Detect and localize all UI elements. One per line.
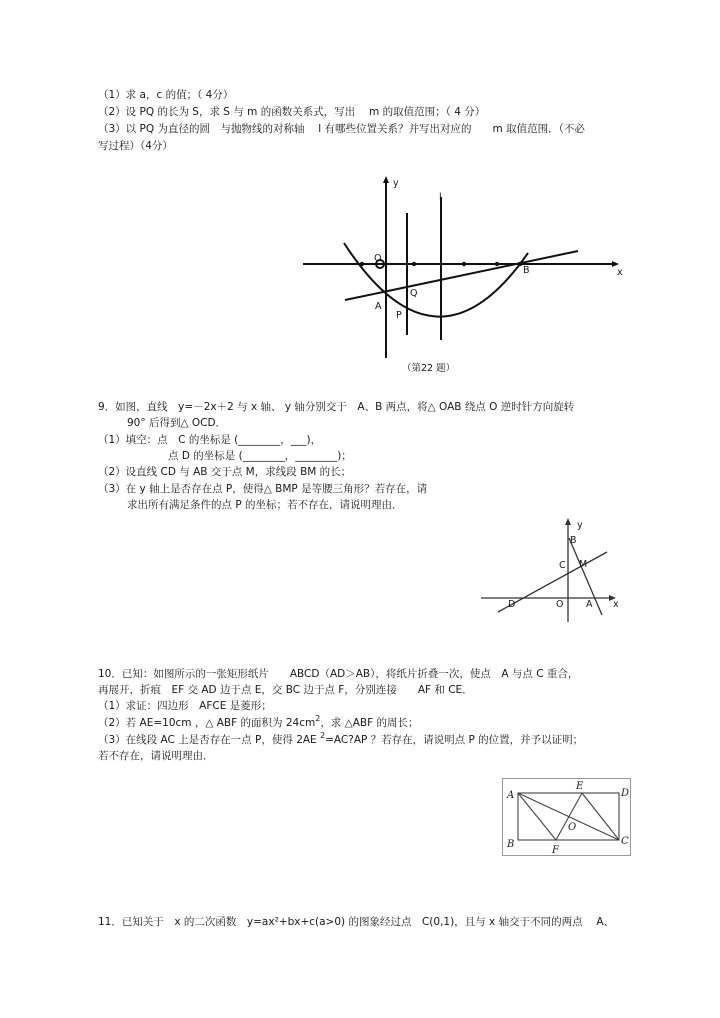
q9-part1-c: （1）填空：点 C 的坐标是 (________，___)， bbox=[98, 434, 322, 446]
fig10-label-d: D bbox=[621, 788, 630, 799]
q8-part1: （1）求 a，c 的值；（ 4分） bbox=[98, 89, 234, 101]
q9-part1-d: 点 D 的坐标是 (________，________)； bbox=[168, 450, 352, 462]
fig22-caption: （第22 题） bbox=[402, 363, 456, 374]
q8-part3: （3）以 PQ 为直径的圆 与抛物线的对称轴 l 有哪些位置关系？并写出对应的 m 取值范围．（不必 bbox=[98, 123, 585, 135]
q9-line1: 9．如图，直线 y=－2x＋2 与 x 轴、 y 轴分别交于 A、B 两点，将△ OAB 绕点 O 逆时针方向旋转 bbox=[98, 401, 575, 413]
fig10-label-e: E bbox=[576, 781, 584, 792]
fig22-label-b: B bbox=[523, 265, 530, 276]
q10-part3: （3）在线段 AC 上是否存在一点 P，使得 2AE $^2$=AC?AP ？若存在，请说明点 P 的位置，并予以证明； bbox=[98, 731, 584, 746]
fig9-label-o: O bbox=[556, 599, 564, 610]
fig9-label-y: y bbox=[577, 520, 583, 531]
q11-line1: 11．已知关于 x 的二次函数 y=ax²+bx+c(a>0) 的图象经过点 C(0,1)，且与 x 轴交于不同的两点 A、 bbox=[98, 916, 615, 928]
fig22-label-y: y bbox=[393, 178, 399, 189]
fig22-label-o: O bbox=[374, 253, 382, 264]
fig10-diagram bbox=[502, 778, 632, 856]
fig9-label-b: B bbox=[570, 535, 577, 546]
fig22-parabola bbox=[344, 243, 528, 317]
q9-part3-cont: 求出所有满足条件的点 P 的坐标；若不存在，请说明理由． bbox=[127, 499, 403, 511]
fig10-segment-ce bbox=[582, 793, 619, 840]
fig10-label-a: A bbox=[507, 790, 515, 801]
q9-part3: （3）在 y 轴上是否存在点 P，使得△ BMP 是等腰三角形？若存在，请 bbox=[98, 483, 428, 495]
fig9-label-c: C bbox=[559, 560, 566, 571]
fig22-label-x: x bbox=[617, 267, 623, 278]
q9-line2: 90° 后得到△ OCD． bbox=[127, 417, 227, 429]
q10-part2: （2）若 AE=10cm ，△ ABF 的面积为 $24cm^2$，求 △ABF 的周长； bbox=[98, 714, 419, 729]
fig22-diagram bbox=[300, 175, 630, 380]
fig9-label-m: M bbox=[579, 559, 588, 570]
q8-part3-cont: 写过程）（4分） bbox=[98, 140, 173, 152]
q10-line2: 再展开，折痕 EF 交 AD 边于点 E，交 BC 边于点 F，分别连接 AF 和 CE． bbox=[98, 684, 473, 696]
fig9-label-x: x bbox=[613, 599, 619, 610]
q10-part3-cont: 若不存在，请说明理由． bbox=[98, 750, 214, 762]
fig10-segment-af bbox=[518, 793, 556, 840]
q10-part1: （1）求证：四边形 AFCE 是菱形； bbox=[98, 700, 272, 712]
fig10-label-c: C bbox=[621, 836, 629, 847]
fig22-label-a: A bbox=[375, 301, 382, 312]
fig9-diagram bbox=[476, 512, 626, 624]
q8-part2: （2）设 PQ 的长为 S，求 S 与 m 的函数关系式，写出 m 的取值范围；（ 4 分） bbox=[98, 106, 486, 118]
fig10-label-f: F bbox=[552, 845, 559, 856]
fig22-label-l: l bbox=[439, 192, 442, 203]
fig22-label-p: P bbox=[396, 310, 402, 321]
q10-line1: 10．已知：如图所示的一张矩形纸片 ABCD（AD＞AB），将纸片折叠一次，使点 A 与点 C 重合， bbox=[98, 668, 579, 680]
fig22-label-q: Q bbox=[410, 288, 418, 299]
fig9-label-a: A bbox=[586, 599, 593, 610]
q9-part2: （2）设直线 CD 与 AB 交于点 M，求线段 BM 的长； bbox=[98, 466, 352, 478]
fig10-label-o: O bbox=[568, 822, 577, 833]
fig10-label-b: B bbox=[507, 839, 515, 850]
fig22-y-arrow bbox=[383, 176, 389, 183]
fig9-label-d: D bbox=[508, 599, 516, 610]
